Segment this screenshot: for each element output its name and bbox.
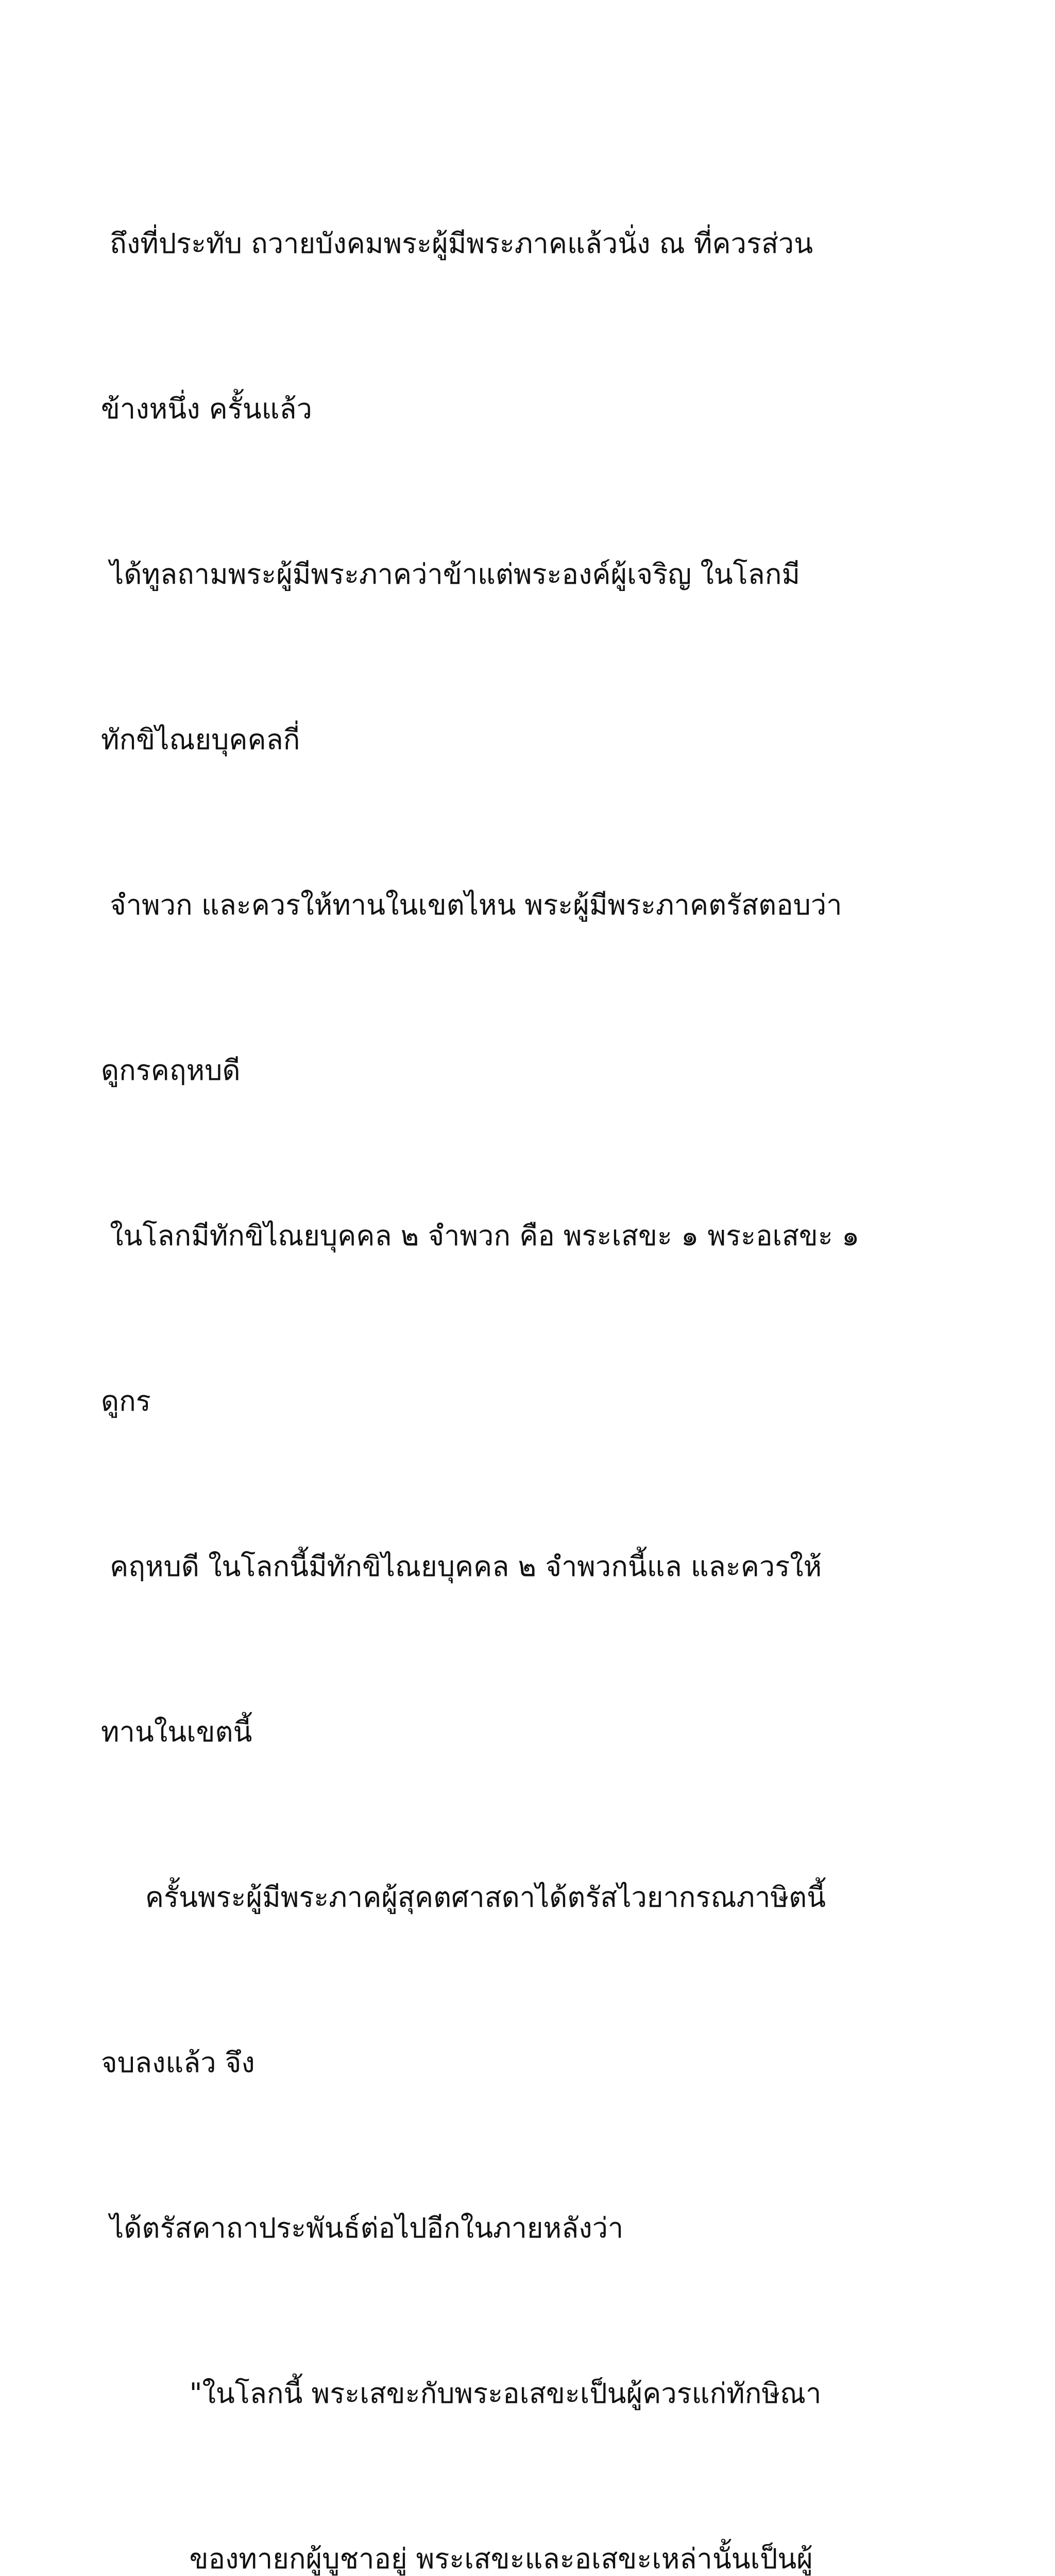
text-line: ข้างหนึ่ง ครั้นแล้ว <box>101 393 312 425</box>
text-line: ดูกร <box>101 1385 151 1417</box>
text-line: ในโลกมีทักขิไณยบุคคล ๒ จำพวก คือ พระเสขะ ๑ พระอเสขะ ๑ <box>101 1219 860 1252</box>
text-line: คฤหบดี ในโลกนี้มีทักขิไณยบุคคล ๒ จำพวกนี้แล และควรให้ <box>101 1550 822 1583</box>
text-line: ได้ทูลถามพระผู้มีพระภาคว่าข้าแต่พระองค์ผู้เจริญ ในโลกมี <box>101 558 801 590</box>
text-line: ดูกรคฤหบดี <box>101 1054 241 1087</box>
text-line: ครั้นพระผู้มีพระภาคผู้สุคตศาสดาได้ตรัสไวยากรณภาษิตนี้ <box>101 1881 826 1913</box>
text-line: จบลงแล้ว จึง <box>101 2046 255 2079</box>
text-line: ได้ตรัสคาถาประพันธ์ต่อไปอีกในภายหลังว่า <box>101 2212 624 2244</box>
verse-line: "ในโลกนี้ พระเสขะกับพระอเสขะเป็นผู้ควรแก่ทักษิณา <box>101 2377 822 2410</box>
text-line: ถึงที่ประทับ ถวายบังคมพระผู้มีพระภาคแล้วนั่ง ณ ที่ควรส่วน <box>101 227 813 260</box>
document-body <box>101 106 977 2576</box>
text-line: ทักขิไณยบุคคลกี่ <box>101 723 300 756</box>
verse-line: ของทายกผู้บูชาอยู่ พระเสขะและอเสขะเหล่านั้นเป็นผู้ <box>101 2543 813 2575</box>
text-line: จำพวก และควรให้ทานในเขตไหน พระผู้มีพระภาคตรัสตอบว่า <box>101 889 842 921</box>
text-line: ทานในเขตนี้ <box>101 1716 252 1748</box>
